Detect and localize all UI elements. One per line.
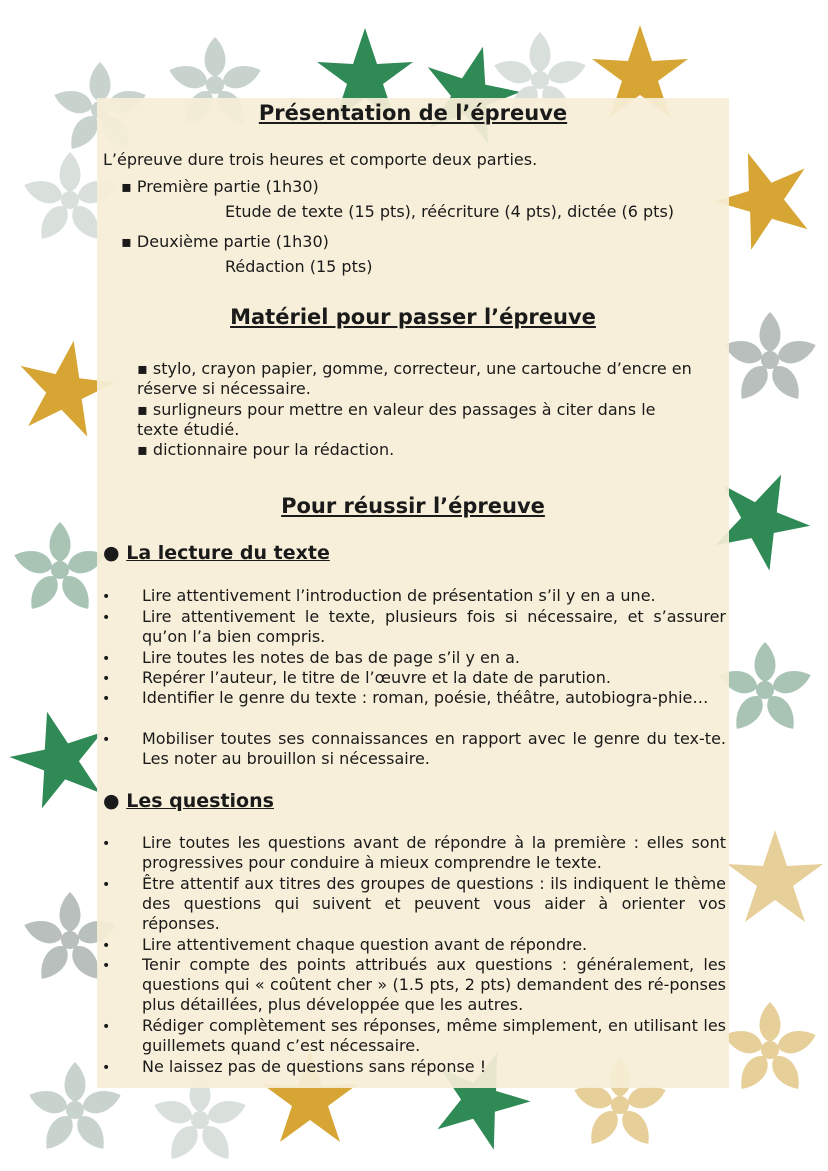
list-bullet-icon: • — [102, 877, 111, 893]
part2-label: ▪ Deuxième partie (1h30) — [121, 232, 329, 251]
list-item: Lire attentivement chaque question avant de répondre. — [142, 935, 588, 954]
list-bullet-icon: • — [102, 589, 111, 605]
list-bullet-icon: • — [102, 671, 111, 687]
heading-presentation: Présentation de l’épreuve — [258, 101, 568, 125]
list-item: Tenir compte des points attribués aux questions : généralement, les questions qui « coûtent cher » (1.5 pts, 2 pts) demandent des ré-ponses plus détaillées, plus développée que les autres. — [142, 955, 726, 1014]
subheading-lecture-title: La lecture du texte — [126, 542, 330, 564]
part1-label: ▪ Première partie (1h30) — [121, 177, 319, 196]
list-item: Lire toutes les questions avant de répondre à la première : elles sont progressives pour conduire à mieux comprendre le texte. — [142, 833, 726, 872]
subheading-questions-title: Les questions — [126, 790, 274, 812]
materiel-item: ▪ surligneurs pour mettre en valeur des passages à citer dans le texte étudié. — [137, 400, 656, 439]
list-item: Être attentif aux titres des groupes de questions : ils indiquent le thème des questions qui suivent et peuvent vous aider à orienter vos réponses. — [142, 874, 726, 933]
part2-detail: Rédaction (15 pts) — [225, 257, 373, 276]
list-bullet-icon: • — [102, 836, 111, 852]
list-bullet-icon: • — [102, 958, 111, 974]
list-item: Identifier le genre du texte : roman, poésie, théâtre, autobiogra-phie… — [142, 688, 709, 707]
subheading-lecture — [103, 542, 330, 564]
list-bullet-icon: • — [102, 651, 111, 667]
list-item: Lire toutes les notes de bas de page s’il y en a. — [142, 648, 520, 667]
heading-materiel: Matériel pour passer l’épreuve — [230, 305, 596, 329]
list-bullet-icon: • — [102, 610, 111, 626]
list-bullet-icon: • — [102, 691, 111, 707]
list-bullet-icon: • — [102, 938, 111, 954]
list-item: Mobiliser toutes ses connaissances en rapport avec le genre du tex-te. Les noter au brouillon si nécessaire. — [142, 729, 726, 768]
materiel-item: ▪ dictionnaire pour la rédaction. — [137, 440, 395, 459]
intro-text: L’épreuve dure trois heures et comporte deux parties. — [103, 150, 538, 169]
list-bullet-icon: • — [102, 1060, 111, 1076]
materiel-item: ▪ stylo, crayon papier, gomme, correcteur, une cartouche d’encre en réserve si nécessaire. — [137, 359, 692, 398]
list-item: Lire attentivement l’introduction de présentation s’il y en a une. — [142, 586, 656, 605]
subheading-questions — [103, 790, 274, 812]
list-item: Lire attentivement le texte, plusieurs fois si nécessaire, et s’assurer qu’on l’a bien compris. — [142, 607, 726, 646]
part1-detail: Etude de texte (15 pts), réécriture (4 pts), dictée (6 pts) — [225, 202, 675, 221]
list-item: Rédiger complètement ses réponses, même simplement, en utilisant les guillemets quand c’est nécessaire. — [142, 1016, 726, 1055]
list-item: Repérer l’auteur, le titre de l’œuvre et la date de parution. — [142, 668, 611, 687]
heading-reussir: Pour réussir l’épreuve — [281, 494, 545, 518]
list-item: Ne laissez pas de questions sans réponse ! — [142, 1057, 487, 1076]
bullet-icon: ● — [103, 790, 120, 812]
bullet-icon: ● — [103, 542, 120, 564]
list-bullet-icon: • — [102, 1019, 111, 1035]
list-bullet-icon: • — [102, 732, 111, 748]
